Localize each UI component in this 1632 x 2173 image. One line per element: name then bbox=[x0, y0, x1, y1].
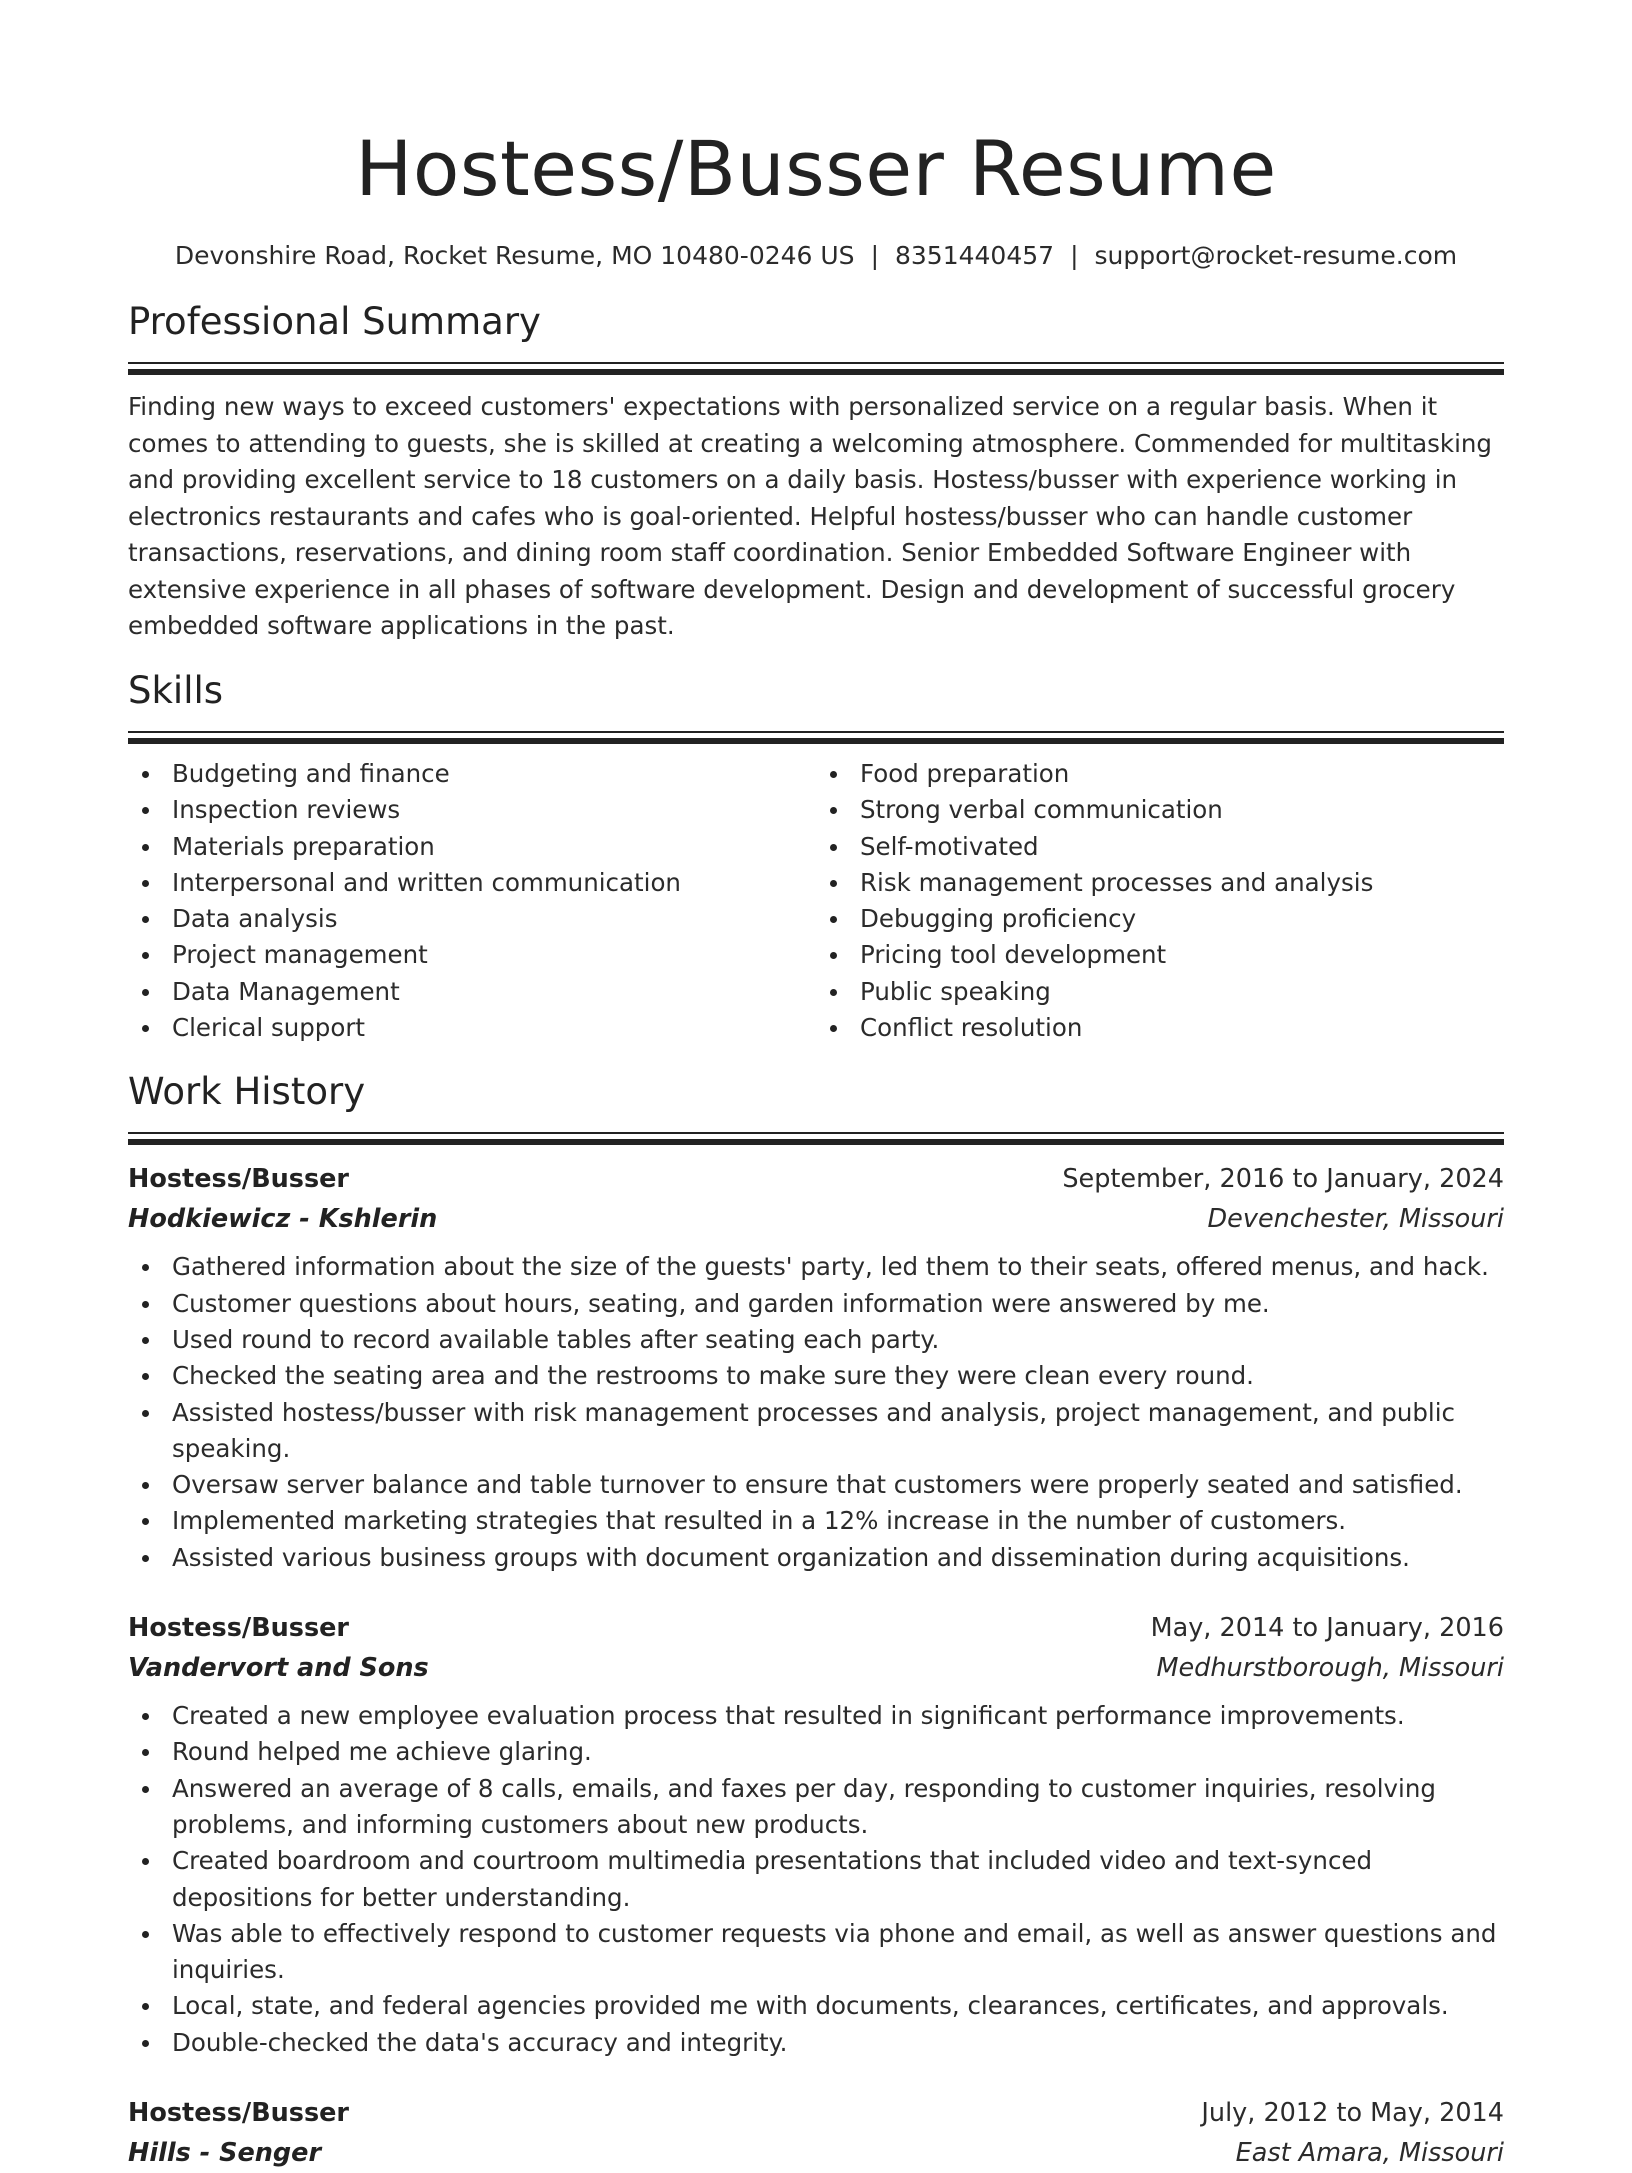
job-dates: September, 2016 to January, 2024 bbox=[1062, 1164, 1504, 1195]
job-company-row bbox=[128, 1648, 1504, 1688]
section-rule-thick bbox=[128, 369, 1504, 375]
job-duty-item: Created a new employee evaluation process that resulted in significant performance improvements. bbox=[172, 1698, 1504, 1734]
section-heading-work: Work History bbox=[128, 1070, 366, 1114]
contact-separator: | bbox=[870, 241, 879, 270]
job-title: Hostess/Busser bbox=[128, 1164, 350, 1195]
job-duty-item: Customer questions about hours, seating, and garden information were answered by me. bbox=[172, 1286, 1504, 1322]
professional-summary-section bbox=[128, 300, 1504, 645]
skills-grid bbox=[128, 756, 1504, 1046]
job-entry bbox=[128, 1159, 1504, 1576]
summary-text: Finding new ways to exceed customers' expectations with personalized service on a regular basis. When it comes to attending to guests, she is skilled at creating a welcoming atmosphere. Commended for multitasking and providing excellent service to 18 customers on a daily basis. Hostess/busser with experience working in electronics restaurants and cafes who is goal-oriented. Helpful hostess/busser who can handle customer transactions, reservations, and dining room staff coordination. Senior Embedded Software Engineer with extensive experience in all phases of software development. Design and development of successful grocery embedded software applications in the past. bbox=[128, 392, 1492, 640]
skill-item: Project management bbox=[172, 937, 816, 973]
job-duty-item: Double-checked the data's accuracy and integrity. bbox=[172, 2025, 1504, 2061]
skill-item: Conflict resolution bbox=[860, 1010, 1504, 1046]
contact-address: Devonshire Road, Rocket Resume, MO 10480-0246 US bbox=[174, 241, 855, 270]
job-duty-item: Gathered information about the size of the guests' party, led them to their seats, offered menus, and hack. bbox=[172, 1249, 1504, 1285]
skills-column-left bbox=[128, 756, 816, 1046]
skill-item: Strong verbal communication bbox=[860, 792, 1504, 828]
job-duty-item: Implemented marketing strategies that resulted in a 12% increase in the number of customers. bbox=[172, 1503, 1504, 1539]
skills-column-right bbox=[816, 756, 1504, 1046]
section-rule-thick bbox=[128, 1139, 1504, 1145]
skill-item: Inspection reviews bbox=[172, 792, 816, 828]
section-rule-thin bbox=[128, 731, 1504, 733]
job-company-row bbox=[128, 2133, 1504, 2173]
job-duty-item: Used round to record available tables after seating each party. bbox=[172, 1322, 1504, 1358]
job-dates: July, 2012 to May, 2014 bbox=[1201, 2098, 1504, 2129]
job-company: Hodkiewicz - Kshlerin bbox=[128, 1204, 438, 1235]
skill-item: Self-motivated bbox=[860, 829, 1504, 865]
job-company: Vandervort and Sons bbox=[128, 1653, 429, 1684]
resume-title: Hostess/Busser Resume bbox=[355, 124, 1277, 213]
section-rule-thin bbox=[128, 362, 1504, 364]
job-header-row bbox=[128, 1159, 1504, 1199]
section-rule-thin bbox=[128, 1132, 1504, 1134]
job-list bbox=[128, 1159, 1504, 2173]
job-location: East Amara, Missouri bbox=[1235, 2138, 1504, 2169]
job-duty-item: Created boardroom and courtroom multimedia presentations that included video and text-synced depositions for better understanding. bbox=[172, 1843, 1504, 1916]
section-rule-thick bbox=[128, 738, 1504, 744]
job-duty-item: Assisted various business groups with document organization and dissemination during acquisitions. bbox=[172, 1540, 1504, 1576]
job-duty-item: Oversaw server balance and table turnover to ensure that customers were properly seated and satisfied. bbox=[172, 1467, 1504, 1503]
job-location: Devenchester, Missouri bbox=[1207, 1204, 1504, 1235]
skill-item: Data Management bbox=[172, 974, 816, 1010]
skill-item: Data analysis bbox=[172, 901, 816, 937]
job-title: Hostess/Busser bbox=[128, 2098, 350, 2129]
job-entry bbox=[128, 2093, 1504, 2173]
skill-item: Materials preparation bbox=[172, 829, 816, 865]
contact-line bbox=[128, 240, 1504, 272]
contact-separator: | bbox=[1070, 241, 1079, 270]
skills-section bbox=[128, 669, 1504, 1046]
skill-item: Debugging proficiency bbox=[860, 901, 1504, 937]
job-duty-item: Was able to effectively respond to customer requests via phone and email, as well as answer questions and inquiries. bbox=[172, 1916, 1504, 1989]
job-duty-item: Round helped me achieve glaring. bbox=[172, 1734, 1504, 1770]
job-company: Hills - Senger bbox=[128, 2138, 322, 2169]
skill-item: Clerical support bbox=[172, 1010, 816, 1046]
job-location: Medhurstborough, Missouri bbox=[1156, 1653, 1504, 1684]
skill-item: Interpersonal and written communication bbox=[172, 865, 816, 901]
job-header-row bbox=[128, 1608, 1504, 1648]
skill-item: Budgeting and finance bbox=[172, 756, 816, 792]
job-duty-item: Assisted hostess/busser with risk management processes and analysis, project management, and public speaking. bbox=[172, 1395, 1504, 1468]
job-duty-item: Local, state, and federal agencies provided me with documents, clearances, certificates, and approvals. bbox=[172, 1988, 1504, 2024]
job-duty-item: Checked the seating area and the restrooms to make sure they were clean every round. bbox=[172, 1358, 1504, 1394]
skill-item: Pricing tool development bbox=[860, 937, 1504, 973]
job-dates: May, 2014 to January, 2016 bbox=[1150, 1613, 1504, 1644]
job-duty-item: Answered an average of 8 calls, emails, and faxes per day, responding to customer inquiries, resolving problems, and informing customers about new products. bbox=[172, 1771, 1504, 1844]
job-header-row bbox=[128, 2093, 1504, 2133]
contact-phone: 8351440457 bbox=[895, 241, 1055, 270]
work-history-section bbox=[128, 1070, 1504, 2173]
section-heading-skills: Skills bbox=[128, 669, 224, 712]
skill-item: Food preparation bbox=[860, 756, 1504, 792]
contact-email: support@rocket-resume.com bbox=[1094, 241, 1458, 270]
job-title: Hostess/Busser bbox=[128, 1613, 350, 1644]
resume-page bbox=[128, 0, 1504, 2173]
skill-item: Risk management processes and analysis bbox=[860, 865, 1504, 901]
job-duties-list bbox=[128, 1698, 1504, 2061]
job-company-row bbox=[128, 1199, 1504, 1239]
job-duties-list bbox=[128, 1249, 1504, 1576]
job-entry bbox=[128, 1608, 1504, 2061]
skill-item: Public speaking bbox=[860, 974, 1504, 1010]
section-heading-summary: Professional Summary bbox=[128, 300, 541, 343]
